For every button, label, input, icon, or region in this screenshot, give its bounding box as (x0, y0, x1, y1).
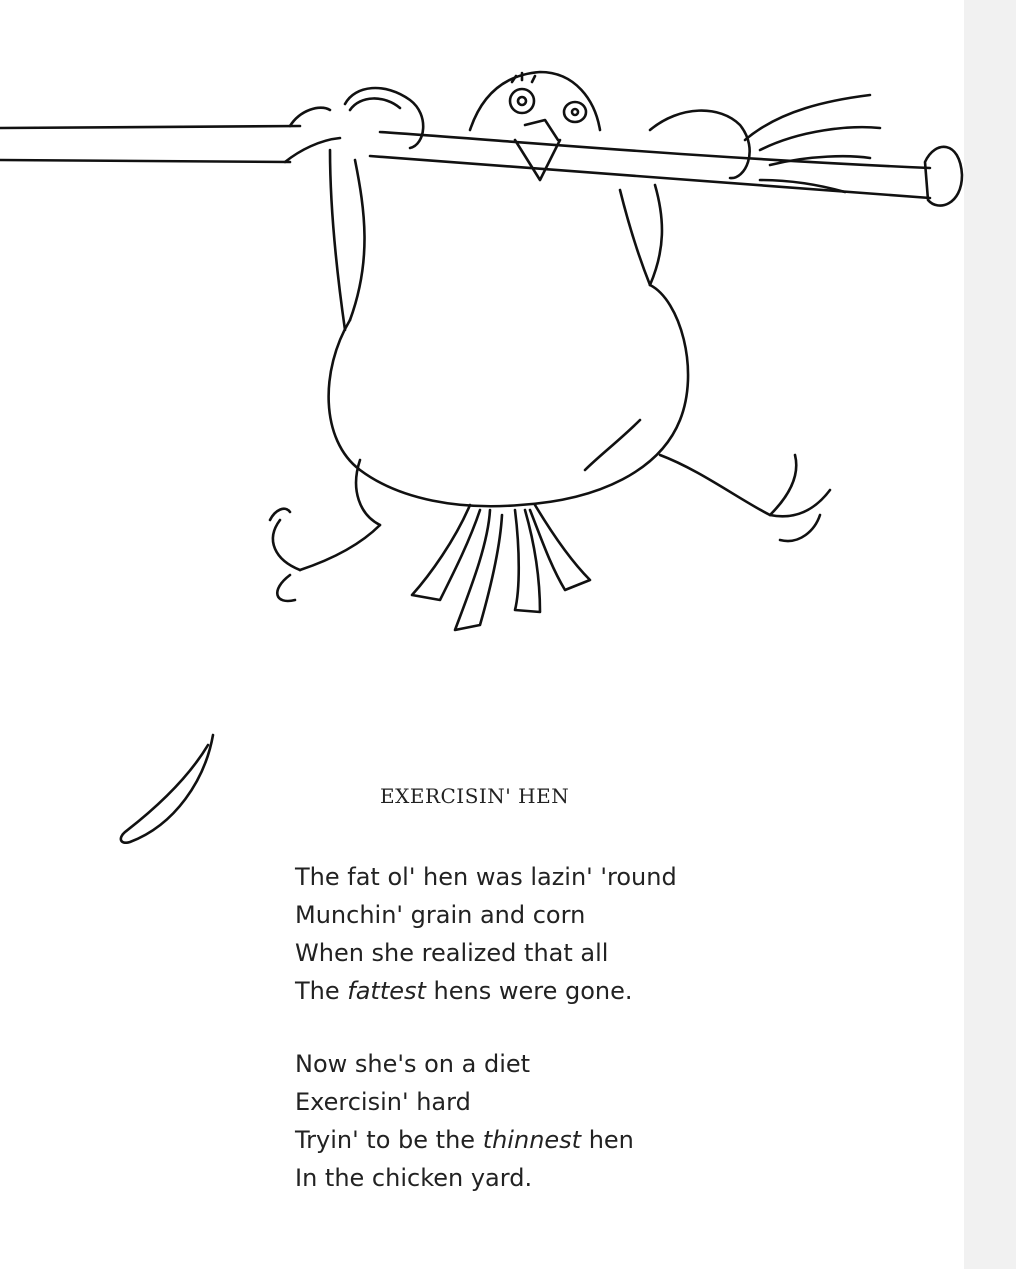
hen-body (329, 285, 688, 506)
right-wing (620, 95, 880, 285)
poem-line: When she realized that all (295, 939, 609, 967)
poem-line (295, 972, 677, 1010)
poem-line: Exercisin' hard (295, 1088, 471, 1116)
poem-line-start: Tryin' to be the (295, 1126, 483, 1154)
right-leg (660, 455, 830, 541)
left-leg (270, 460, 380, 601)
poem-line-end: hens were gone. (425, 977, 633, 1005)
left-wing (285, 88, 423, 330)
poem-line: The fat ol' hen was lazin' 'round (295, 863, 677, 891)
poem-line: Now she's on a diet (295, 1050, 531, 1078)
poem-stanza-2 (295, 1045, 634, 1197)
poem-emphasis: fattest (347, 977, 426, 1005)
poem-title: EXERCISIN' HEN (380, 784, 570, 808)
poem-line (295, 1121, 634, 1159)
poem-line-start: The (295, 977, 348, 1005)
poem-line: Munchin' grain and corn (295, 901, 586, 929)
poem-stanza-1 (295, 858, 677, 1010)
tail-feathers (412, 505, 590, 630)
poem-line-end: hen (581, 1126, 634, 1154)
poem-emphasis: thinnest (482, 1126, 582, 1154)
falling-feather (121, 735, 213, 843)
poem-line: In the chicken yard. (295, 1164, 533, 1192)
exercise-bar (0, 126, 962, 206)
